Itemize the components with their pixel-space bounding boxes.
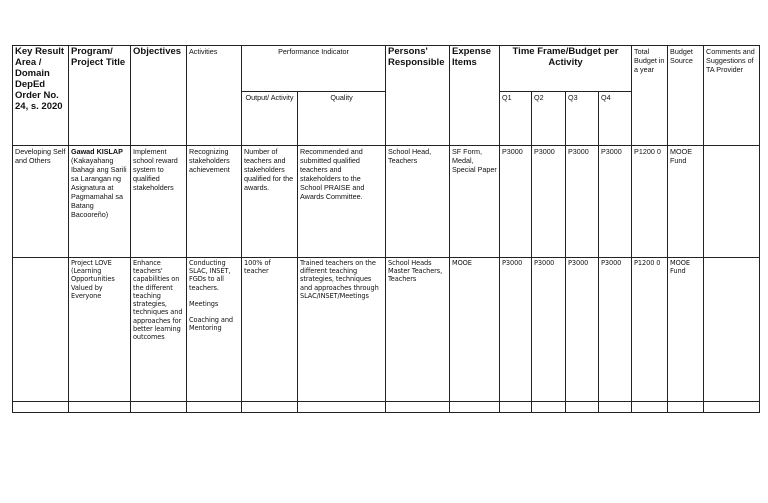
empty-cell — [566, 402, 599, 413]
cell-total: P1200 0 — [632, 146, 668, 258]
cell-total: P1200 0 — [632, 258, 668, 402]
header-kra: Key Result Area / Domain DepEd Order No. 24, s. 2020 — [13, 46, 69, 146]
cell-comments — [704, 146, 760, 258]
cell-kra: Developing Self and Others — [13, 146, 69, 258]
header-total: Total Budget in a year — [632, 46, 668, 146]
cell-q4: P3000 — [599, 258, 632, 402]
empty-cell — [632, 402, 668, 413]
empty-cell — [450, 402, 500, 413]
cell-persons: School Head, Teachers — [386, 146, 450, 258]
program-title: Project LOVE — [71, 259, 112, 267]
header-activities: Activities — [187, 46, 242, 146]
cell-source: MOOE Fund — [668, 258, 704, 402]
header-timeframe: Time Frame/Budget per Activity — [500, 46, 632, 92]
header-performance-indicator: Performance Indicator — [242, 46, 386, 92]
cell-objectives: Implement school reward system to qualified stakeholders — [131, 146, 187, 258]
cell-comments — [704, 258, 760, 402]
activity-item: Coaching and Mentoring — [189, 316, 233, 333]
header-quality: Quality — [298, 92, 386, 146]
cell-kra — [13, 258, 69, 402]
empty-cell — [187, 402, 242, 413]
cell-expense: MOOE — [450, 258, 500, 402]
header-q2: Q2 — [532, 92, 566, 146]
cell-persons: School Heads Master Teachers, Teachers — [386, 258, 450, 402]
empty-cell — [13, 402, 69, 413]
empty-cell — [242, 402, 298, 413]
empty-cell — [532, 402, 566, 413]
program-title: Gawad KISLAP — [71, 147, 123, 156]
header-row-1 — [13, 46, 760, 92]
cell-objectives: Enhance teachers' capabilities on the different teaching strategies, techniques and approaches for better learning outcomes — [131, 258, 187, 402]
cell-activities — [187, 258, 242, 402]
empty-cell — [131, 402, 187, 413]
cell-q2: P3000 — [532, 258, 566, 402]
table-row — [13, 258, 760, 402]
header-objectives: Objectives — [131, 46, 187, 146]
empty-cell — [704, 402, 760, 413]
cell-quality: Trained teachers on the different teaching strategies, techniques and approaches through SLAC/INSET/Meetings — [298, 258, 386, 402]
header-output: Output/ Activity — [242, 92, 298, 146]
cell-program — [69, 146, 131, 258]
cell-source: MOOE Fund — [668, 146, 704, 258]
cell-program — [69, 258, 131, 402]
header-program: Program/ Project Title — [69, 46, 131, 146]
program-description: (Learning Opportunities Valued by Everyone — [71, 267, 115, 300]
cell-quality: Recommended and submitted qualified teachers and stakeholders to the School PRAISE and Awards Committee. — [298, 146, 386, 258]
empty-row — [13, 402, 760, 413]
cell-q1: P3000 — [500, 146, 532, 258]
activity-item: Meetings — [189, 299, 219, 308]
table-row — [13, 146, 760, 258]
empty-cell — [599, 402, 632, 413]
header-q4: Q4 — [599, 92, 632, 146]
empty-cell — [668, 402, 704, 413]
program-description: (Kakayahang Ibahagi ang Sarili sa Larangan ng Asignatura at Pagmamahal sa Batang Bacooreño) — [71, 156, 127, 219]
cell-expense: SF Form, Medal, Special Paper — [450, 146, 500, 258]
cell-q3: P3000 — [566, 258, 599, 402]
activity-item: Conducting SLAC, INSET, FGDs to all teachers. — [189, 259, 231, 292]
empty-cell — [386, 402, 450, 413]
header-expense: Expense Items — [450, 46, 500, 146]
empty-cell — [500, 402, 532, 413]
header-q1: Q1 — [500, 92, 532, 146]
cell-q1: P3000 — [500, 258, 532, 402]
cell-q3: P3000 — [566, 146, 599, 258]
cell-q2: P3000 — [532, 146, 566, 258]
empty-cell — [69, 402, 131, 413]
cell-q4: P3000 — [599, 146, 632, 258]
empty-cell — [298, 402, 386, 413]
header-persons: Persons' Responsible — [386, 46, 450, 146]
cell-activities: Recognizing stakeholders achievement — [187, 146, 242, 258]
header-comments: Comments and Suggestions of TA Provider — [704, 46, 760, 146]
header-q3: Q3 — [566, 92, 599, 146]
action-plan-table — [12, 45, 760, 413]
cell-output: Number of teachers and stakeholders qualified for the awards. — [242, 146, 298, 258]
cell-output: 100% of teacher — [242, 258, 298, 402]
header-source: Budget Source — [668, 46, 704, 146]
